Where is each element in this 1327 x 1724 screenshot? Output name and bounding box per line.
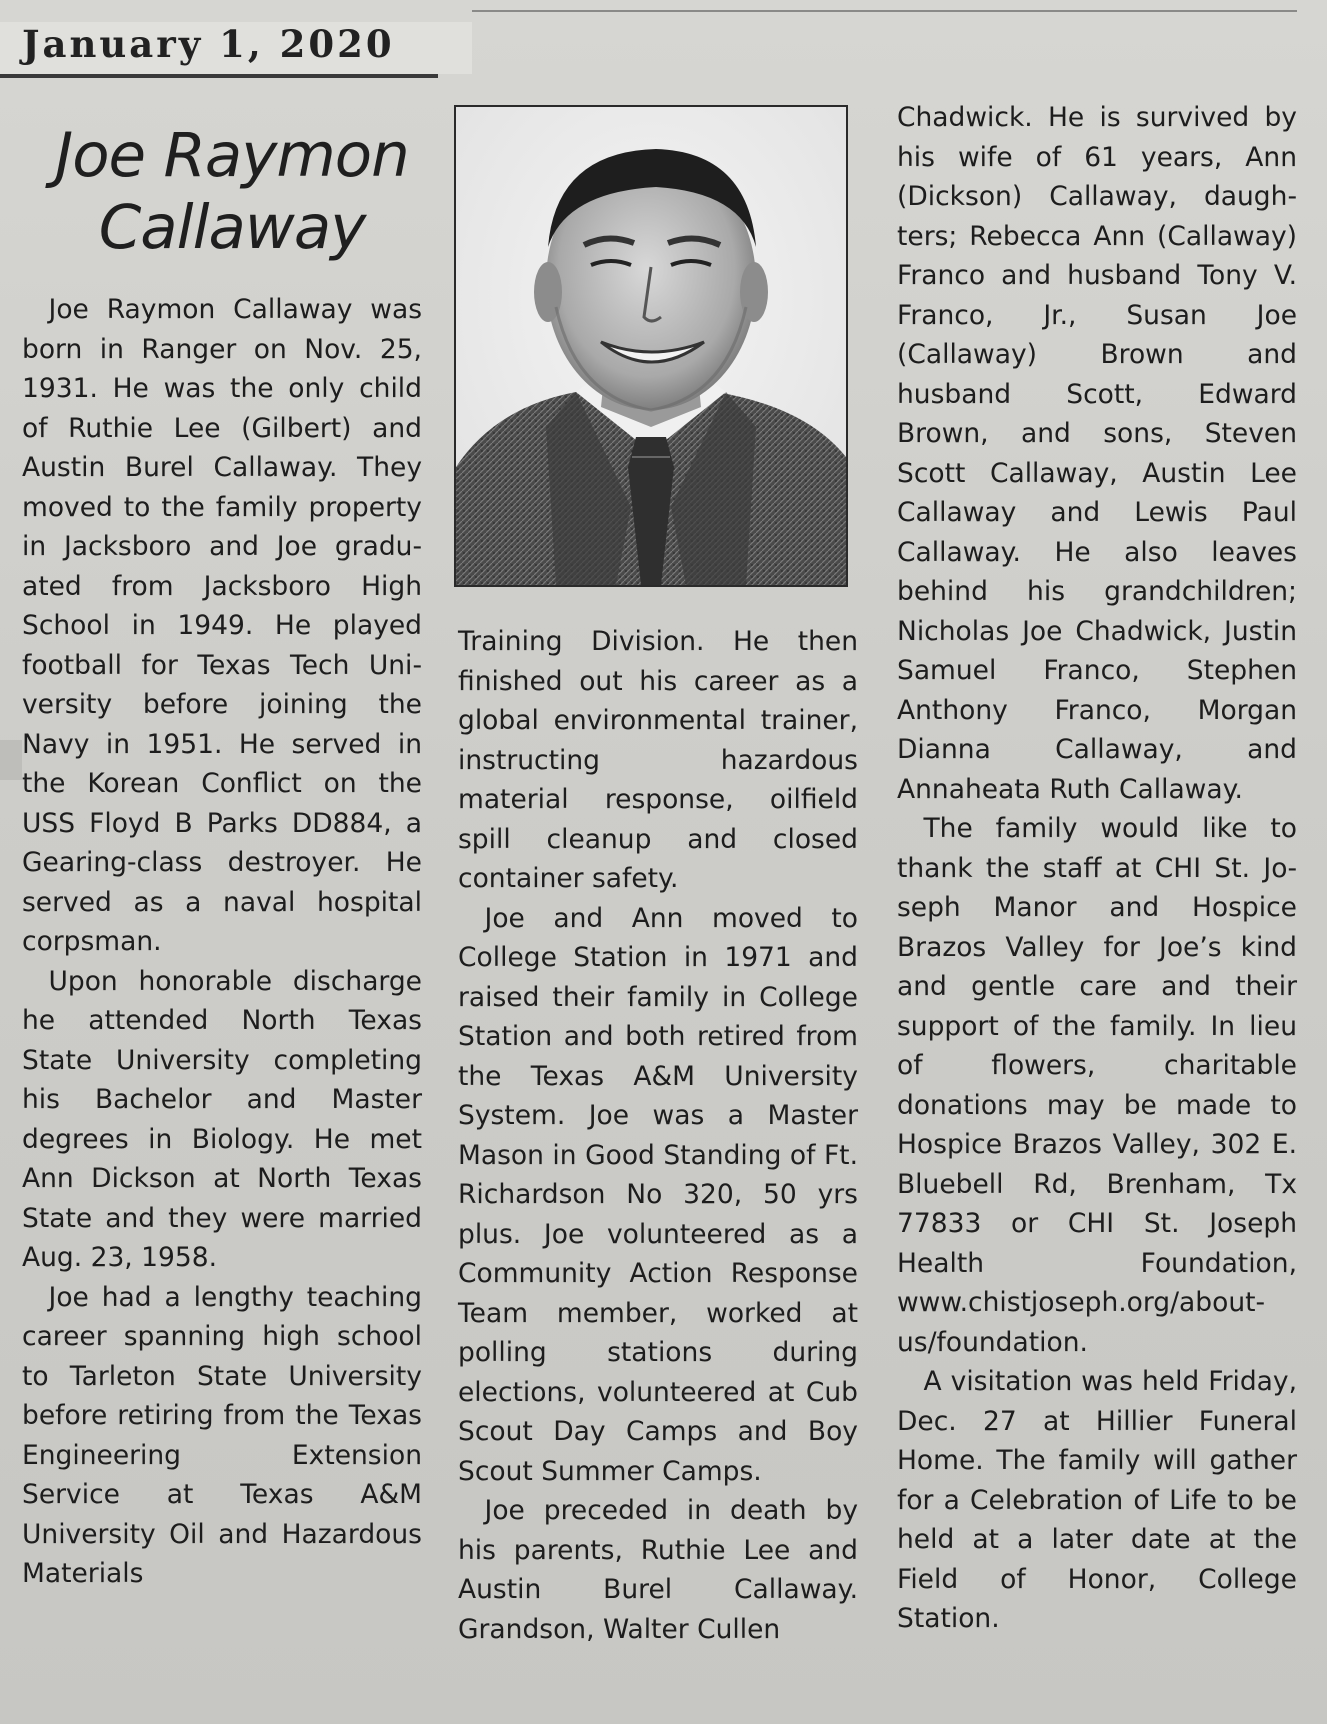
headline-line-1: Joe Raymon — [55, 120, 409, 191]
date-underline — [0, 74, 438, 78]
paragraph: Joe Raymon Callaway was born in Ranger on Nov. 25, 1931. He was the only child of Ruthie Lee (Gilbert) and Austin Burel Callaway. They moved to the family property in Jacksboro and Joe graduated from Jacksboro High School in 1949. He played football for Texas Tech University before joining the Navy in 1951. He served in the Korean Conflict on the USS Floyd B Parks DD884, a Gearing-class destroyer. He served as a naval hospital corpsman. — [22, 294, 422, 957]
portrait-illustration — [456, 107, 846, 585]
paragraph: Joe preceded in death by his parents, Ruthie Lee and Austin Burel Callaway. Grandson, Walter Cullen — [458, 1495, 858, 1645]
top-rule — [472, 10, 1297, 12]
paragraph: A visitation was held Friday, Dec. 27 at Hillier Funeral Home. The family will gather for a Celebration of Life to be held at a later date at the Field of Honor, College Station. — [897, 1366, 1297, 1634]
print-smudge — [0, 740, 22, 780]
text-column-1 — [22, 290, 422, 1594]
paragraph: Joe had a lengthy teaching career spanning high school to Tarleton State University before retiring from the Texas Engineering Extension Service at Texas A&M University Oil and Hazardous Materials — [22, 1281, 422, 1589]
text-column-2 — [458, 622, 858, 1649]
headline-line-2: Callaway — [98, 192, 366, 263]
obituary-headline — [22, 120, 442, 264]
paragraph: Upon honorable discharge he attended North Texas State University completing his Bachelor and Master degrees in Biology. He met Ann Dickson at North Texas State and they were married Aug. 23, 1958. — [22, 965, 422, 1273]
paragraph: Joe and Ann moved to College Station in 1971 and raised their family in College Station and both retired from the Texas A&M University System. Joe was a Master Mason in Good Standing of Ft. Richardson No 320, 50 yrs plus. Joe volunteered as a Community Action Response Team member, worked at polling stations during elections, volunteered at Cub Scout Day Camps and Boy Scout Summer Camps. — [458, 902, 858, 1487]
paragraph: The family would like to thank the staff at CHI St. Joseph Manor and Hospice Brazos Valley for Joe’s kind and gentle care and their support of the family. In lieu of flowers, charitable donations may be made to Hospice Brazos Valley, 302 E. Bluebell Rd, Brenham, Tx 77833 or CHI St. Joseph Health Foundation, www.chistjoseph.org/about-us/foundation. — [897, 813, 1297, 1358]
text-column-3 — [897, 98, 1297, 1639]
paragraph: Chadwick. He is survived by his wife of 61 years, Ann (Dickson) Callaway, daughters; Rebecca Ann (Callaway) Franco and husband Tony V. Franco, Jr., Susan Joe (Callaway) Brown and husband Scott, Edward Brown, and sons, Steven Scott Callaway, Austin Lee Callaway and Lewis Paul Callaway. He also leaves behind his grandchildren; Nicholas Joe Chadwick, Justin Samuel Franco, Stephen Anthony Franco, Morgan Dianna Callaway, and Annaheata Ruth Callaway. — [897, 102, 1297, 805]
publication-date: January 1, 2020 — [22, 22, 395, 66]
paragraph: Training Division. He then finished out his career as a global environmental trainer, instructing hazardous material response, oilfield spill cleanup and closed container safety. — [458, 626, 858, 894]
portrait-photo-icon — [454, 105, 848, 587]
